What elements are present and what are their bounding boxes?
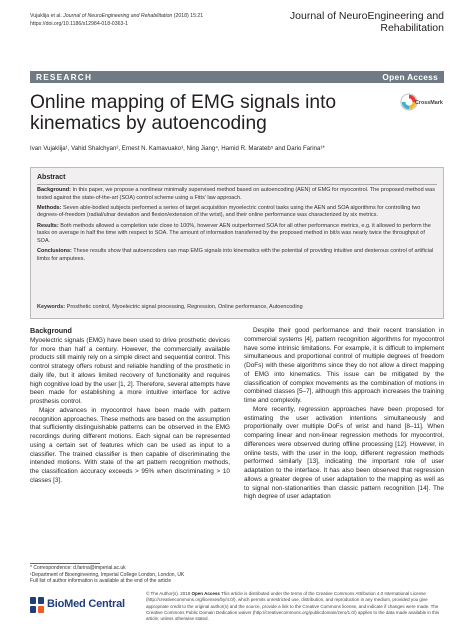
body-column-left xyxy=(30,327,230,486)
article-title: Online mapping of EMG signals into kinematics by autoencoding xyxy=(30,92,337,134)
background-heading: Background xyxy=(30,326,72,335)
publisher-name: BioMed Central xyxy=(47,598,125,610)
correspondence-line: * Correspondence: d.farina@imperial.ac.uk xyxy=(30,565,126,571)
body-paragraph: Myoelectric signals (EMG) have been used to drive prosthetic devices for more than half a century. However, the commercially available products still mainly rely on a simple direct and sequential control. This control strategy offers robust and reliable handling of the prosthetic in daily life, but it allows limited recovery of functionality and requires high cognitive load by the user [1, 2]. Therefore, several attempts have been made for establishing a more intuitive interface for active prosthesis control. xyxy=(30,336,230,406)
abstract-keywords xyxy=(37,304,437,312)
body-paragraph: Major advances in myocontrol have been made with pattern recognition approaches. These methods are based on the assumption that sufficiently distinguishable patterns can be observed in the EMG recordings during different motions. Each signal can be represented using a certain set of features which can be used as input to a classifier. The trained classifier is then capable of discriminating the intended motions. With state of the art pattern recognition methods, the classification accuracy exceeds > 95% when discriminating > 10 classes [3]. xyxy=(30,406,230,484)
copyright-line: © The Author(s). 2018 xyxy=(146,591,191,596)
crossmark-badge[interactable] xyxy=(400,93,442,115)
body-column-right xyxy=(244,327,444,502)
abstract-methods-text: Seven able-bodied subjects performed a series of target acquisition myoelectric control tasks using the AEN and SOA algorithms for controlling two degrees-of-freedom (radial/ulnar deviation and flexion/extension of the wrist), and their online performance was characterized by six metrics. xyxy=(37,204,421,219)
abstract-results-text: Both methods allowed a completion rate close to 100%, however AEN outperformed SOA for all other performance metrics, e.g. it allowed to perform the tasks on average in half the time with respect to SOA. The amount of information transferred by the proposed method in bit/s was nearly twice the throughput of SOA. xyxy=(37,222,431,244)
doi-link[interactable]: https://doi.org/10.1186/s12984-018-0363-1 xyxy=(30,21,128,27)
publisher-logo[interactable] xyxy=(30,595,140,617)
biomed-central-icon xyxy=(30,597,44,613)
abstract-divider xyxy=(37,184,437,185)
open-access-label: Open Access xyxy=(382,72,438,82)
citation-journal: Journal of NeuroEngineering and Rehabilitation xyxy=(63,13,173,19)
keywords-text: Prosthetic control, Myoelectric signal processing, Regression, Online performance, Autoencoding xyxy=(66,304,303,310)
affiliation-line: ¹Department of Bioengineering, Imperial College London, London, UK xyxy=(30,571,185,578)
abstract-conclusions xyxy=(37,248,437,263)
author-info-line: Full list of author information is available at the end of the article xyxy=(30,578,172,585)
abstract-methods-label: Methods: xyxy=(37,204,62,211)
abstract-background-label: Background: xyxy=(37,187,71,193)
abstract-heading: Abstract xyxy=(37,174,66,181)
abstract-results xyxy=(37,223,437,246)
author-list: Ivan Vujaklija¹, Vahid Shalchyan², Ernest N. Kamavuako³, Ning Jiang⁴, Hamid R. Marateb⁵ and Dario Farina¹* xyxy=(30,145,325,152)
article-type-label: RESEARCH xyxy=(36,72,93,82)
abstract-methods xyxy=(37,205,437,220)
abstract-conclusions-text: These results show that autoencoders can map EMG signals into kinematics with the potential of providing intuitive and dexterous control of artificial limbs for amputees. xyxy=(37,247,434,262)
citation-authors: Vujaklija et al. xyxy=(30,13,62,19)
abstract-background xyxy=(37,187,437,202)
body-paragraph: More recently, regression approaches have been proposed for estimating the user activation intentions simultaneously and proportionally over multiple DoFs of wrist and hand [8–11]. When comparing linear and non-linear regression methods for myocontrol, differences were observed during offline processing [12]. However, in online tests, with the user in the loop, different regression methods performed similarly [13], indicating the important role of user adaptation to the interface. It has also been observed that regression allows a greater degree of user adaptation to the mapping as well as to signal non-stationarities than classic pattern recognition [14]. The high degree of user adaptation xyxy=(244,405,444,501)
abstract-results-label: Results: xyxy=(37,222,59,229)
abstract-box xyxy=(30,167,444,319)
license-open-access: Open Access xyxy=(191,591,220,596)
crossmark-label: CrossMark xyxy=(415,100,443,106)
keywords-label: Keywords: xyxy=(37,304,66,310)
journal-name: Journal of NeuroEngineering and Rehabilitation xyxy=(289,10,444,34)
abstract-background-text: In this paper, we propose a nonlinear minimally supervised method based on autoencoding (AEN) of EMG for myocontrol. The proposed method was tested against the state-of-the-art (SOA) control scheme using a Fitts' law approach. xyxy=(37,187,435,201)
abstract-body xyxy=(37,187,437,266)
citation-year-pages: (2018) 15:21 xyxy=(173,13,204,19)
abstract-conclusions-label: Conclusions: xyxy=(37,247,72,254)
footnote-divider xyxy=(30,563,100,564)
footnote xyxy=(30,565,230,585)
license-body: This article is distributed under the terms of the Creative Commons Attribution 4.0 International License (http://creativecommons.org/licenses/by/4.0/), which permits unrestricted use, distribution, and reproduction in any medium, provided you give appropriate credit to the original author(s) and the source, provide a link to the Creative Commons license, and indicate if changes were made. The Creative Commons Public Domain Dedication waiver (http://creativecommons.org/publicdomain/zero/1.0/) applies to the data made available in this article, unless otherwise stated. xyxy=(146,591,440,622)
license-text xyxy=(146,591,444,622)
body-paragraph: Despite their good performance and their recent translation in commercial systems [4], pattern recognition algorithms for myocontrol have some intrinsic limitations. For example, it is difficult to implement simultaneous and proportional control of multiple degrees of freedom (DoFs) with these algorithms since they do not allow a direct mapping of EMG into kinematics. This issue can be mitigated by the classification of complex movements as the combination of motions in combined classes [5–7], although this approach increases the training time and complexity. xyxy=(244,327,444,404)
article-type-band xyxy=(30,71,444,83)
